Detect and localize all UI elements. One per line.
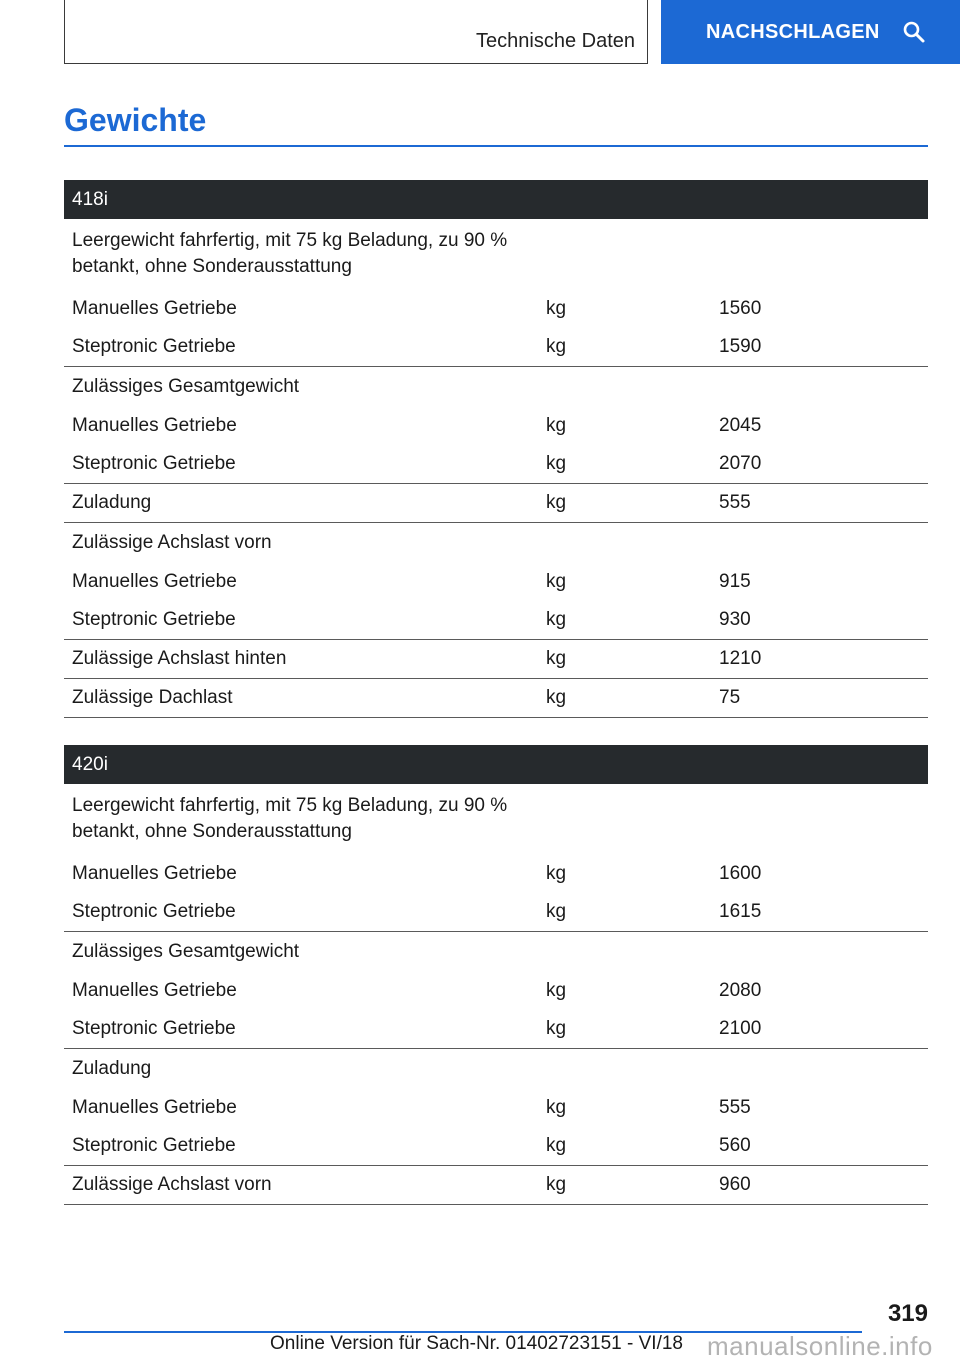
row-unit: kg — [546, 979, 567, 1001]
online-version-text: Online Version für Sach-Nr. 01402723151 - VI/18 — [270, 1333, 683, 1354]
row-value: 930 — [719, 609, 751, 630]
row-value: 555 — [719, 492, 751, 513]
page-title: Gewichte — [64, 102, 207, 138]
table-row — [64, 679, 928, 718]
row-label: Zulässiges Gesamtgewicht — [72, 940, 300, 962]
row-label: Leergewicht fahrfertig, mit 75 kg Beladung, zu 90 % betankt, ohne Sonderausstattung — [72, 230, 508, 277]
row-unit: kg — [546, 862, 567, 884]
table-model-header: 418i — [64, 180, 928, 219]
table-row — [64, 523, 928, 562]
row-label: Manuelles Getriebe — [72, 862, 237, 884]
row-value: 560 — [719, 1135, 751, 1156]
watermark-text: manualsonline.info — [707, 1331, 933, 1361]
row-label: Steptronic Getriebe — [72, 1135, 236, 1156]
search-icon — [902, 20, 926, 44]
table-row — [64, 484, 928, 523]
table-row — [64, 971, 928, 1010]
row-value: 2080 — [719, 979, 762, 1001]
weights-table-418i — [64, 180, 928, 718]
row-value: 1615 — [719, 901, 762, 922]
title-divider — [64, 145, 928, 147]
table-row — [64, 1010, 928, 1049]
header-section-box — [64, 0, 648, 64]
row-label: Zulässige Dachlast — [72, 687, 233, 708]
table-row — [64, 1127, 928, 1166]
row-label: Steptronic Getriebe — [72, 609, 236, 630]
table-row — [64, 893, 928, 932]
section-title: Technische Daten — [476, 30, 635, 52]
row-label: Manuelles Getriebe — [72, 1096, 237, 1118]
row-unit: kg — [546, 414, 567, 436]
table-row — [64, 219, 928, 289]
row-label: Zuladung — [72, 492, 152, 513]
row-value: 1210 — [719, 648, 762, 669]
table-row — [64, 328, 928, 367]
row-unit: kg — [546, 1174, 567, 1195]
table-row — [64, 1166, 928, 1205]
row-unit: kg — [546, 648, 567, 669]
row-unit: kg — [546, 492, 567, 513]
table-row — [64, 562, 928, 601]
row-unit: kg — [546, 687, 567, 708]
row-label: Zulässiges Gesamtgewicht — [72, 375, 300, 397]
row-unit: kg — [546, 570, 567, 592]
row-label: Steptronic Getriebe — [72, 336, 236, 357]
row-unit: kg — [546, 1135, 567, 1156]
row-label: Zulässige Achslast vorn — [72, 1174, 272, 1195]
row-label: Steptronic Getriebe — [72, 453, 236, 474]
row-label: Manuelles Getriebe — [72, 414, 237, 436]
row-label: Steptronic Getriebe — [72, 1018, 236, 1039]
row-label: Zulässige Achslast vorn — [72, 531, 272, 553]
row-value: 2045 — [719, 414, 762, 436]
row-unit: kg — [546, 1018, 567, 1039]
row-value: 2070 — [719, 453, 762, 474]
row-unit: kg — [546, 609, 567, 630]
table-row — [64, 406, 928, 445]
table-row — [64, 1049, 928, 1088]
table-row — [64, 445, 928, 484]
row-label: Leergewicht fahrfertig, mit 75 kg Beladung, zu 90 % betankt, ohne Sonderausstattung — [72, 795, 508, 842]
row-label: Manuelles Getriebe — [72, 297, 237, 319]
row-unit: kg — [546, 336, 567, 357]
row-value: 1600 — [719, 862, 762, 884]
row-value: 1590 — [719, 336, 762, 357]
row-value: 555 — [719, 1096, 751, 1118]
row-value: 960 — [719, 1174, 751, 1195]
row-label: Steptronic Getriebe — [72, 901, 236, 922]
table-row — [64, 854, 928, 893]
row-value: 2100 — [719, 1018, 762, 1039]
row-unit: kg — [546, 297, 567, 319]
weights-table-420i — [64, 745, 928, 1205]
table-row — [64, 367, 928, 406]
table-row — [64, 289, 928, 328]
row-value: 75 — [719, 687, 741, 708]
row-value: 1560 — [719, 297, 762, 319]
row-unit: kg — [546, 1096, 567, 1118]
nachschlagen-label: NACHSCHLAGEN — [706, 20, 880, 43]
table-row — [64, 1088, 928, 1127]
row-label: Zuladung — [72, 1057, 152, 1079]
page-number: 319 — [887, 1300, 928, 1327]
row-label: Zulässige Achslast hinten — [72, 648, 287, 669]
table-row — [64, 932, 928, 971]
table-row — [64, 784, 928, 854]
row-value: 915 — [719, 570, 751, 592]
table-row — [64, 640, 928, 679]
row-label: Manuelles Getriebe — [72, 570, 237, 592]
table-row — [64, 601, 928, 640]
row-label: Manuelles Getriebe — [72, 979, 237, 1001]
table-model-header: 420i — [64, 745, 928, 784]
row-unit: kg — [546, 901, 567, 922]
nachschlagen-button[interactable] — [661, 0, 960, 64]
row-unit: kg — [546, 453, 567, 474]
